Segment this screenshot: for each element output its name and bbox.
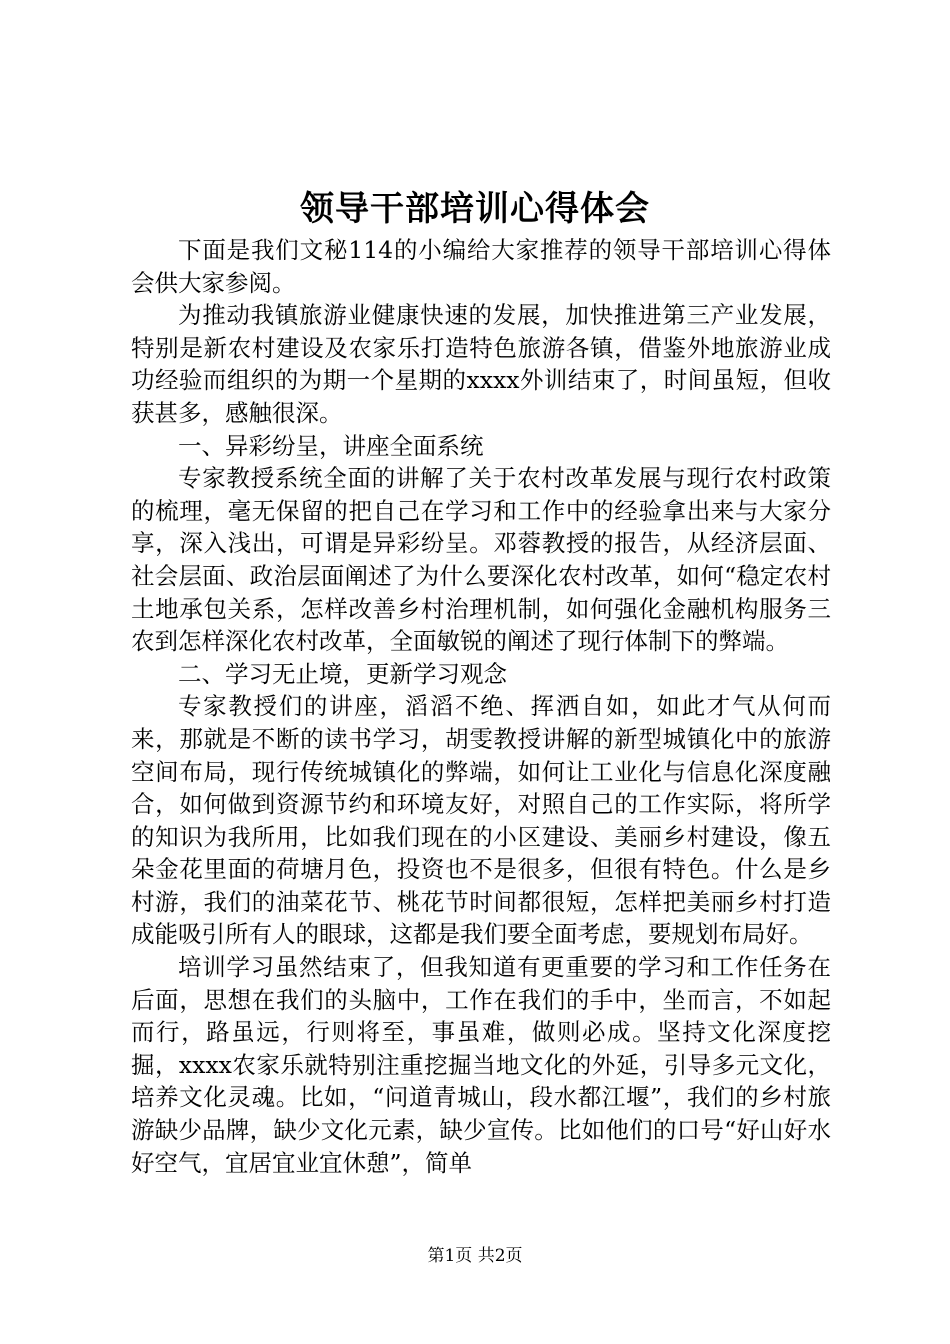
paragraph: 下面是我们文秘114的小编给大家推荐的领导干部培训心得体会供大家参阅。 — [131, 236, 831, 297]
paragraph: 为推动我镇旅游业健康快速的发展，加快推进第三产业发展，特别是新农村建设及农家乐打造特色旅游各镇，借鉴外地旅游业成功经验而组织的为期一个星期的xxxx外训结束了，时间虽短，但收获甚多，感触很深。 — [131, 301, 831, 427]
paragraph: 专家教授们的讲座，滔滔不绝、挥洒自如，如此才气从何而来，那就是不断的读书学习，胡雯教授讲解的新型城镇化中的旅游空间布局，现行传统城镇化的弊端，如何让工业化与信息化深度融合，如何做到资源节约和环境友好，对照自己的工作实际，将所学的知识为我所用，比如我们现在的小区建设、美丽乡村建设，像五朵金花里面的荷塘月色，投资也不是很多，但很有特色。什么是乡村游，我们的油菜花节、桃花节时间都很短，怎样把美丽乡村打造成能吸引所有人的眼球，这都是我们要全面考虑，要规划布局好。 — [131, 692, 831, 949]
section-heading: 一、异彩纷呈，讲座全面系统 — [178, 431, 484, 460]
document-body — [131, 234, 831, 1179]
paragraph: 培训学习虽然结束了，但我知道有更重要的学习和工作任务在后面，思想在我们的头脑中，工作在我们的手中，坐而言，不如起而行，路虽远，行则将至，事虽难，做则必成。坚持文化深度挖掘，xxxx农家乐就特别注重挖掘当地文化的外延，引导多元文化，培养文化灵魂。比如，“问道青城山，段水都江堰”，我们的乡村旅游缺少品牌，缺少文化元素，缺少宣传。比如他们的口号“好山好水好空气，宜居宜业宜休憩”，简单 — [131, 953, 831, 1177]
page-footer: 第1页 共2页 — [427, 1246, 523, 1266]
paragraph: 专家教授系统全面的讲解了关于农村改革发展与现行农村政策的梳理，毫无保留的把自己在学习和工作中的经验拿出来与大家分享，深入浅出，可谓是异彩纷呈。邓蓉教授的报告，从经济层面、社会层面、政治层面阐述了为什么要深化农村改革，如何“稳定农村土地承包关系，怎样改善乡村治理机制，如何强化金融机构服务三农到怎样深化农村改革，全面敏锐的阐述了现行体制下的弊端。 — [131, 464, 831, 656]
section-heading: 二、学习无止境，更新学习观念 — [178, 659, 507, 688]
document-title: 领导干部培训心得体会 — [300, 189, 650, 229]
